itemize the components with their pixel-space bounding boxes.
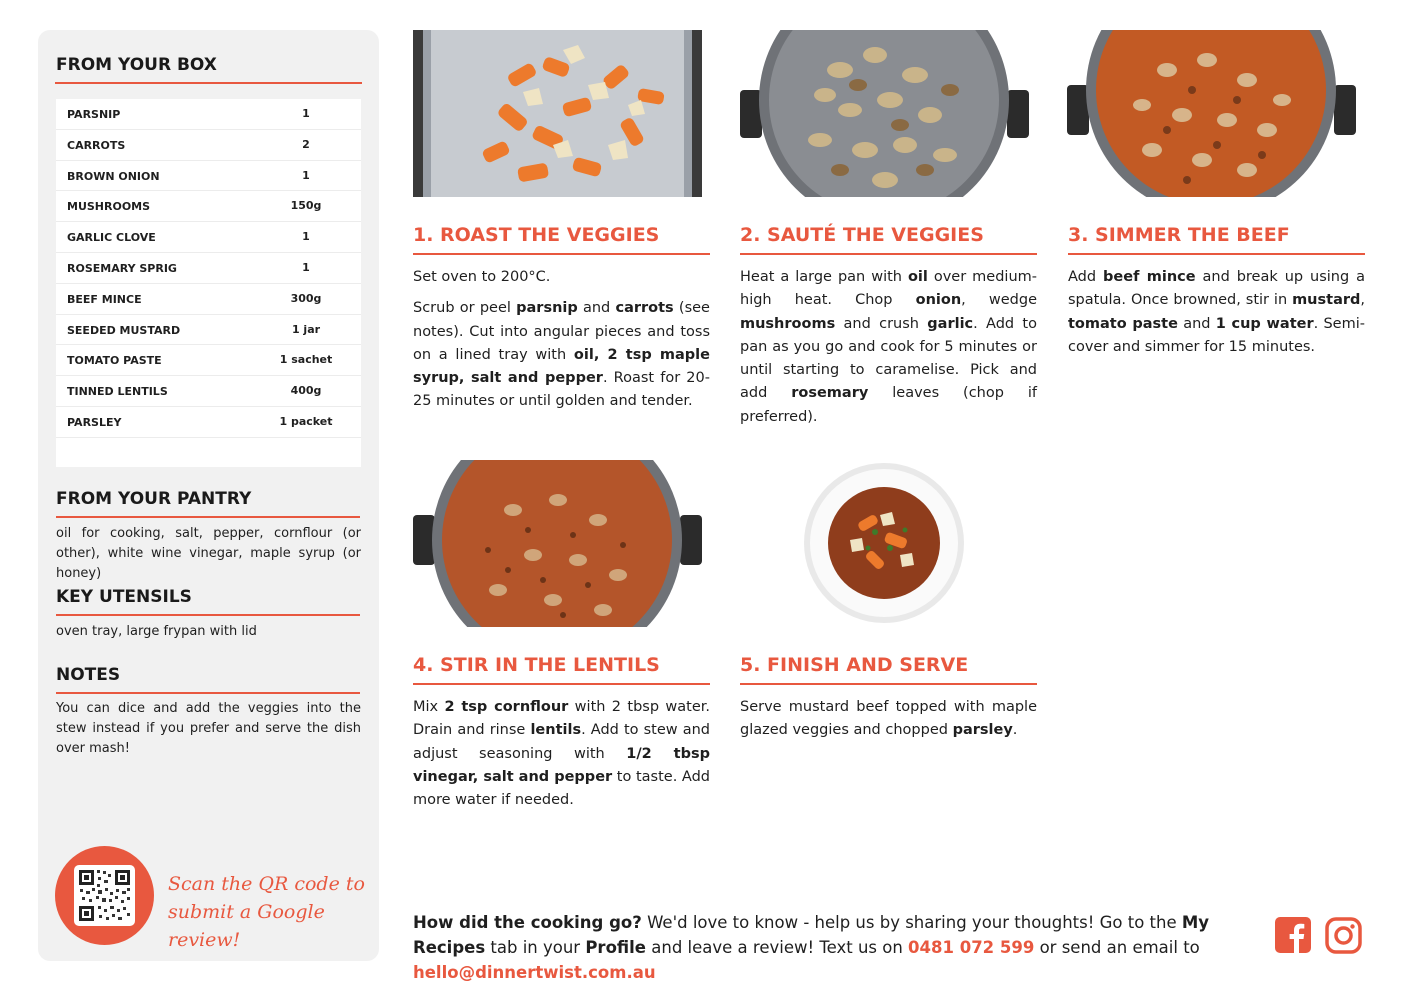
ingredient-row: [56, 253, 361, 284]
ingredient-row: [56, 130, 361, 161]
ingredient-name: PARSNIP: [67, 108, 121, 121]
ingredient-quantity: 1: [302, 168, 310, 182]
footer-text: or send an email to: [1034, 938, 1200, 957]
step-text: and break up using a spatula. Once browned, stir in: [1068, 269, 1365, 309]
step-5-body: [740, 696, 1037, 751]
step-text: over medium-high heat. Chop: [740, 269, 1037, 309]
divider: [56, 692, 360, 694]
simmer-beef-photo: [1067, 30, 1356, 197]
step-text: Heat a large pan with: [740, 269, 908, 285]
saute-veggies-photo: [740, 30, 1029, 197]
step-text: . Add to pan as you go and cook for 5 minutes or until starting to caramelise. Pick and add: [740, 315, 1037, 402]
notes-heading: NOTES: [56, 665, 121, 685]
step-text: and: [1177, 315, 1216, 332]
ingredient-highlight: rosemary: [791, 385, 869, 402]
ingredient-row: [56, 99, 361, 130]
ingredient-highlight: tomato paste: [1068, 315, 1178, 332]
sidebar: [38, 30, 379, 961]
divider: [413, 683, 710, 685]
ingredient-row: [56, 315, 361, 346]
utensils-text: oven tray, large frypan with lid: [56, 624, 257, 639]
step-3-body: [1068, 266, 1365, 367]
step-text: (see notes). Cut into angular pieces and toss on a lined tray with: [413, 300, 710, 363]
step-paragraph: [1068, 266, 1365, 359]
ingredient-highlight: mushrooms: [740, 315, 836, 332]
ingredient-name: PARSLEY: [67, 415, 122, 429]
step-text: Scrub or peel: [413, 300, 517, 317]
ingredient-highlight: carrots: [615, 300, 674, 317]
roast-veggies-photo: [413, 30, 702, 197]
step-1-body: [413, 266, 710, 422]
ingredient-name: GARLIC CLOVE: [67, 231, 156, 245]
divider: [55, 82, 362, 84]
step-text: . Semi-cover and simmer for 15 minutes.: [1068, 315, 1365, 355]
step-5-title: 5. FINISH AND SERVE: [740, 654, 969, 676]
qr-code-badge[interactable]: [55, 846, 154, 945]
my-recipes-link[interactable]: My Recipes: [413, 913, 1210, 957]
pantry-text: oil for cooking, salt, pepper, cornflour (or other), white wine vinegar, maple syrup (or honey): [56, 526, 361, 581]
step-4-body: [413, 696, 710, 820]
ingredient-highlight: 2 tsp cornflour: [444, 699, 569, 715]
from-your-box-heading: FROM YOUR BOX: [56, 55, 217, 75]
ingredient-name: BROWN ONION: [67, 169, 160, 183]
key-utensils-heading: KEY UTENSILS: [56, 587, 192, 607]
notes-text: You can dice and add the veggies into the stew instead if you prefer and serve the dish over mash!: [56, 701, 361, 756]
ingredient-quantity: 2: [302, 137, 310, 151]
ingredient-name: SEEDED MUSTARD: [67, 323, 181, 337]
step-text: . Add to stew and adjust seasoning with: [413, 722, 710, 762]
step-text: , wedge: [961, 292, 1037, 309]
divider: [56, 516, 360, 518]
step-paragraph: [740, 266, 1037, 429]
ingredient-row: [56, 222, 361, 253]
step-2-title: 2. SAUTÉ THE VEGGIES: [740, 224, 984, 246]
ingredient-highlight: mustard: [1292, 292, 1361, 309]
step-2-body: [740, 266, 1037, 437]
ingredient-quantity: 1 jar: [291, 322, 321, 336]
ingredient-quantity: 150g: [290, 199, 322, 213]
profile-link[interactable]: Profile: [585, 938, 646, 957]
ingredient-name: ROSEMARY SPRIG: [67, 261, 177, 275]
ingredient-name: MUSHROOMS: [67, 200, 151, 214]
ingredient-row: [56, 345, 361, 376]
ingredient-row: [56, 161, 361, 192]
step-3-title: 3. SIMMER THE BEEF: [1068, 224, 1290, 246]
phone-link[interactable]: 0481 072 599: [908, 938, 1035, 957]
ingredient-row: [56, 284, 361, 315]
step-4-title: 4. STIR IN THE LENTILS: [413, 654, 660, 676]
ingredient-highlight: oil, 2 tsp maple syrup, salt and pepper: [413, 346, 710, 387]
step-paragraph: [740, 696, 1037, 743]
ingredient-highlight: parsnip: [516, 300, 578, 317]
ingredient-name: BEEF MINCE: [67, 292, 142, 306]
finish-serve-photo: [740, 460, 1029, 627]
ingredient-quantity: 1 sachet: [279, 353, 333, 367]
divider: [56, 614, 360, 616]
step-text: Add: [1068, 269, 1104, 285]
ingredient-name: TINNED LENTILS: [67, 385, 168, 399]
ingredient-highlight: lentils: [530, 722, 582, 739]
from-your-pantry-heading: FROM YOUR PANTRY: [56, 489, 252, 509]
ingredient-highlight: 1/2 tbsp vinegar, salt and pepper: [413, 745, 710, 785]
ingredient-quantity: 1 packet: [279, 414, 333, 428]
ingredient-name: CARROTS: [67, 138, 126, 152]
step-text: with 2 tbsp water. Drain and rinse: [413, 699, 710, 739]
step-paragraph: [413, 297, 710, 413]
review-footer: [413, 910, 1273, 985]
step-text: and: [577, 300, 616, 317]
ingredient-row: [56, 407, 361, 438]
footer-text: tab in your: [485, 938, 586, 957]
divider: [1068, 253, 1365, 255]
ingredient-highlight: parsley: [952, 722, 1013, 739]
facebook-icon[interactable]: [1275, 917, 1313, 955]
qr-code-icon[interactable]: [74, 865, 135, 926]
step-text: to taste. Add more water if needed.: [413, 768, 710, 809]
ingredients-table: [56, 99, 361, 467]
instagram-icon[interactable]: [1325, 917, 1363, 955]
step-text: ,: [1360, 292, 1365, 309]
ingredient-quantity: 1: [302, 107, 310, 120]
ingredient-quantity: 1: [302, 260, 310, 274]
stir-lentils-photo: [413, 460, 702, 627]
ingredient-quantity: 400g: [290, 384, 322, 398]
ingredient-row: [56, 376, 361, 407]
step-text: Mix: [413, 699, 445, 715]
email-link[interactable]: hello@dinnertwist.com.au: [413, 963, 656, 982]
ingredient-row: [56, 191, 361, 222]
qr-caption-line: submit a Google review!: [168, 901, 325, 951]
divider: [740, 253, 1037, 255]
step-paragraph: [413, 266, 710, 289]
step-text: . Roast for 20-25 minutes or until golden and tender.: [413, 370, 710, 410]
ingredient-highlight: oil: [907, 269, 928, 285]
step-1-title: 1. ROAST THE VEGGIES: [413, 224, 660, 246]
ingredient-quantity: 1: [302, 230, 310, 244]
step-text: Serve mustard beef topped with maple glazed veggies and chopped: [740, 699, 1037, 739]
step-text: Set oven to 200°C.: [413, 269, 551, 285]
step-text: .: [1012, 722, 1018, 739]
ingredient-name: TOMATO PASTE: [67, 354, 162, 368]
step-text: and crush: [835, 315, 928, 332]
ingredient-highlight: beef mince: [1103, 269, 1196, 285]
footer-text: We'd love to know - help us by sharing your thoughts! Go to the: [641, 913, 1182, 932]
qr-caption-line: Scan the QR code to: [168, 873, 365, 895]
footer-lead: How did the cooking go?: [413, 913, 642, 932]
step-paragraph: [413, 696, 710, 812]
step-text: leaves (chop if preferred).: [740, 385, 1038, 425]
qr-caption: [168, 870, 368, 954]
divider: [740, 683, 1037, 685]
ingredient-quantity: 300g: [290, 291, 322, 305]
ingredient-highlight: garlic: [927, 315, 974, 332]
ingredient-highlight: 1 cup water: [1215, 315, 1314, 332]
footer-text: and leave a review! Text us on: [646, 938, 909, 957]
divider: [413, 253, 710, 255]
ingredient-highlight: onion: [915, 292, 962, 309]
